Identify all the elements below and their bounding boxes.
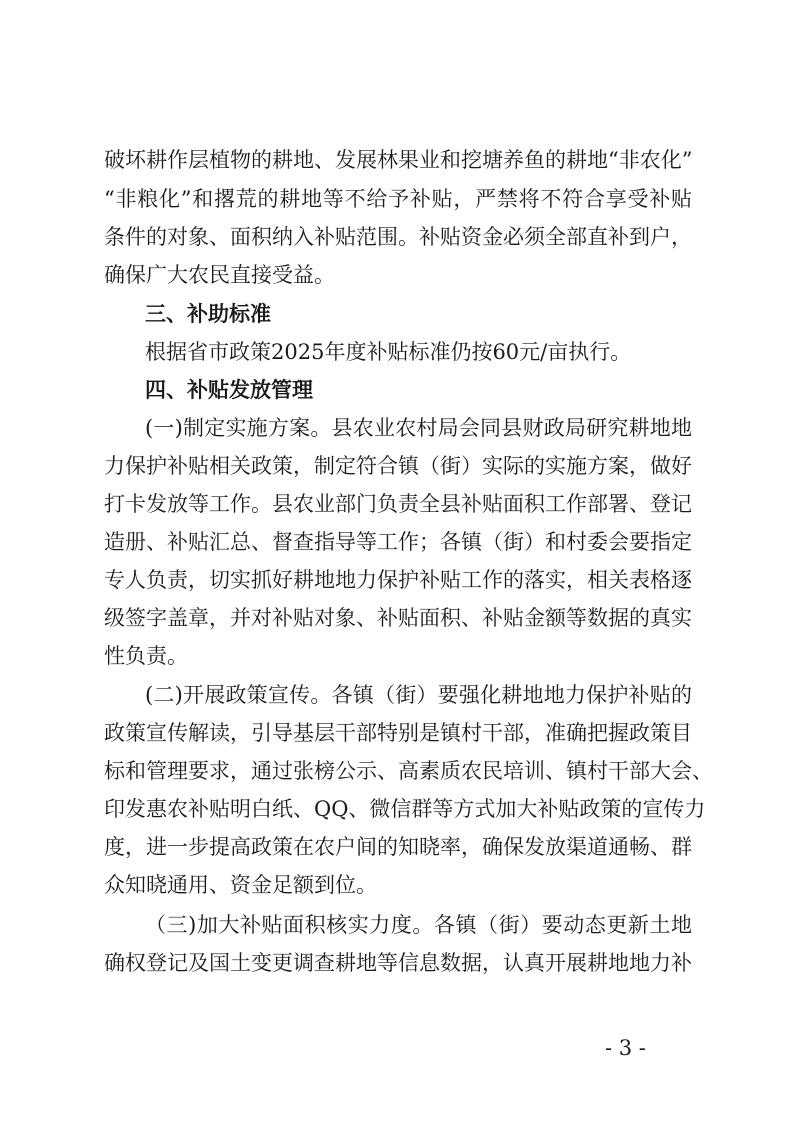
subsection-2-line-3: 标和管理要求，通过张榜公示、高素质农民培训、镇村干部大会、 (104, 759, 713, 783)
subsection-2-line-5: 度，进一步提高政策在农户间的知晓率，确保发放渠道通畅、群 (104, 835, 692, 859)
subsection-1-line-6: 级签字盖章，并对补贴对象、补贴面积、补贴金额等数据的真实 (104, 606, 692, 630)
subsection-1-line-3: 打卡发放等工作。县农业部门负责全县补贴面积工作部署、登记 (104, 492, 692, 516)
subsection-1-line-5: 专人负责，切实抓好耕地地力保护补贴工作的落实，相关表格逐 (104, 568, 692, 592)
subsection-1-line-2: 力保护补贴相关政策，制定符合镇（街）实际的实施方案，做好 (104, 454, 692, 478)
subsection-2-line-2: 政策宣传解读，引导基层干部特别是镇村干部，准确把握政策目 (104, 721, 692, 745)
subsection-2-line-1: (二)开展政策宣传。各镇（街）要强化耕地地力保护补贴的 (145, 683, 692, 707)
section-heading-3: 三、补助标准 (145, 302, 271, 326)
body-line-3: 条件的对象、面积纳入补贴范围。补贴资金必须全部直补到户， (104, 225, 692, 249)
subsection-2-line-4: 印发惠农补贴明白纸、QQ、微信群等方式加大补贴政策的宣传力 (104, 797, 706, 821)
body-line-2: “非粮化”和撂荒的耕地等不给予补贴，严禁将不符合享受补贴 (104, 187, 692, 211)
subsection-2-line-6: 众知晓通用、资金足额到位。 (104, 873, 377, 897)
subsection-1-line-1: (一)制定实施方案。县农业农村局会同县财政局研究耕地地 (145, 416, 692, 440)
body-line-4: 确保广大农民直接受益。 (104, 263, 335, 287)
subsection-1-line-7: 性负责。 (104, 644, 188, 668)
body-line-standard: 根据省市政策2025年度补贴标准仍按60元/亩执行。 (145, 340, 632, 364)
page-number: - 3 - (605, 1036, 646, 1060)
subsection-1-line-4: 造册、补贴汇总、督查指导等工作；各镇（街）和村委会要指定 (104, 530, 692, 554)
subsection-3-line-2: 确权登记及国土变更调查耕地等信息数据，认真开展耕地地力补 (104, 951, 692, 975)
body-line-1: 破坏耕作层植物的耕地、发展林果业和挖塘养鱼的耕地“非农化” (104, 148, 693, 172)
section-heading-4: 四、补贴发放管理 (145, 378, 313, 402)
subsection-3-line-1: （三)加大补贴面积核实力度。各镇（街）要动态更新土地 (145, 913, 692, 937)
